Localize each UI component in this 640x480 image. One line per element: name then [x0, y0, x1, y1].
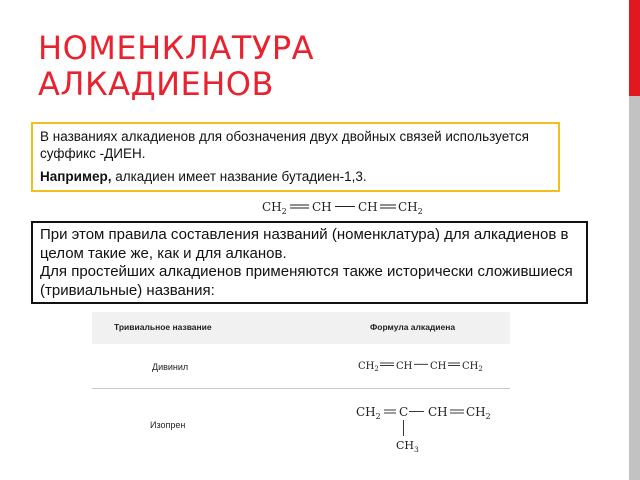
trivial-names-table [92, 312, 512, 472]
trivial-names-text: Для простейших алкадиенов применяются также исторически сложившиеся (тривиальные) названия: [40, 263, 573, 299]
title-line-1: НОМЕНКЛАТУРА [38, 29, 315, 67]
table-header [92, 312, 510, 344]
svg-text:CH: CH [396, 361, 413, 372]
svg-text:CH: CH [430, 361, 447, 372]
slide-side-accent [629, 0, 640, 96]
example-text [40, 168, 551, 185]
isoprene-formula [354, 400, 510, 458]
butadiene-formula [260, 196, 430, 218]
formula-group-4: $CH_2$ [398, 200, 423, 216]
svg-text:C: C [399, 405, 409, 419]
col-header-name: Тривиальное название [114, 322, 212, 332]
svg-text:CH: CH [428, 405, 448, 419]
nomenclature-info-box [31, 221, 588, 304]
slide-title [38, 30, 598, 102]
svg-text:CH2: $CH_2$ [356, 405, 381, 421]
formula-group-3: CH [358, 200, 378, 214]
formula-group-2: CH [312, 200, 332, 214]
suffix-info-box [31, 122, 560, 192]
col-header-formula: Формула алкадиена [370, 322, 456, 332]
divinyl-formula [356, 355, 506, 375]
example-label: Например, [40, 169, 112, 184]
row-name-divinyl: Дивинил [152, 362, 189, 372]
nomenclature-rule-text: При этом правила составления названий (номенклатура) для алкадиенов в целом такие же, как и для алканов. [40, 226, 569, 262]
table-row-divider [92, 388, 510, 389]
example-body: алкадиен имеет название бутадиен-1,3. [111, 169, 367, 184]
svg-text:CH2: $CH_2$ [358, 361, 379, 373]
suffix-rule-text: В названиях алкадиенов для обозначения двух двойных связей используется суффикс -ДИЕН. [40, 129, 529, 161]
formula-group-1: $CH_2$ [262, 200, 287, 216]
svg-text:CH2: $CH_2$ [466, 405, 491, 421]
title-line-2: АЛКАДИЕНОВ [38, 65, 274, 103]
row-name-isoprene: Изопрен [150, 420, 186, 430]
svg-text:CH3: $CH_3$ [396, 439, 419, 454]
svg-text:CH2: $CH_2$ [462, 361, 483, 373]
